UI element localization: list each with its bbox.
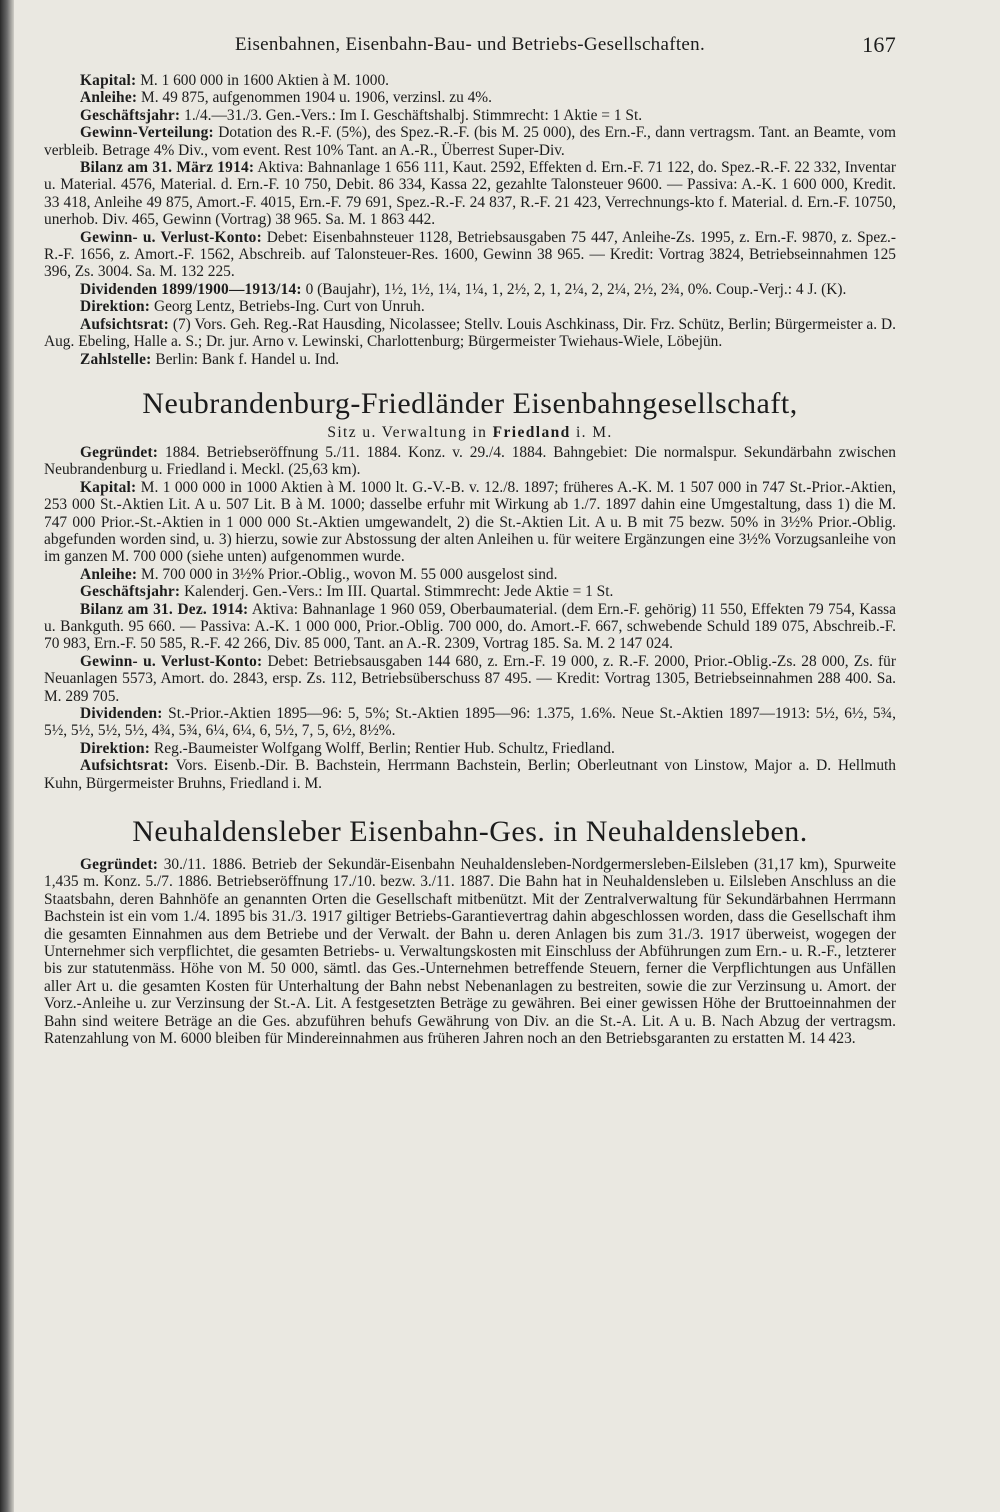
entry-kapital: Kapital: M. 1 000 000 in 1000 Aktien à M. 1000 lt. G.-V.-B. v. 12./8. 1897; früheres A.-K. M. 1 507 000 in 747 St.-Prior.-Aktien, 253 000 St.-Aktien Lit. A u. 507 Lit. B à M. 1000; dasselbe erfuhr mit Wirkung ab 1./7. 1897 dahin eine Umgestaltung, dass 1) die M. 747 000 Prior.-St.-Aktien in 1 000 000 St.-Aktien umgewandelt, 2) die St.-Aktien Lit. A u. B mit 75 bezw. 50% in 3½% Prior.-Oblig. abgefunden worden sind, u. 3) hierzu, sowie zur Abstossung der alten Anleihen u. für weitere Ergänzungen eine 3½% Vorzugsanleihe von im ganzen M. 700 000 (siehe unten) aufgenommen wurde.: [44, 478, 896, 566]
entry-zahlstelle: Zahlstelle: Berlin: Bank f. Handel u. Ind.: [80, 350, 340, 368]
entry-gewinn-verlust: Gewinn- u. Verlust-Konto: Debet: Betriebsausgaben 144 680, z. Ern.-F. 19 000, z. R.-F. 2000, Prior.-Oblig.-Zs. 28 000, Zs. für Neuanlagen 5573, Amort. do. 2843, ersp. Zs. 112, Betriebsüberschuss 87 495. — Kredit: Vortrag 1305, Betriebseinnahmen 288 400. Sa. M. 289 705.: [44, 652, 896, 705]
entry-direktion: Direktion: Georg Lentz, Betriebs-Ing. Curt von Unruh.: [80, 298, 425, 316]
entry-dividenden: Dividenden 1899/1900—1913/14: 0 (Baujahr), 1½, 1½, 1¼, 1¼, 1, 2½, 2, 1, 2¼, 2, 2¼, 2½, 2¾, 0%. Coup.-Verj.: 4 J. (K).: [80, 280, 847, 298]
entry-kapital: Kapital: M. 1 600 000 in 1600 Aktien à M. 1000.: [80, 72, 389, 89]
entry-bilanz: Bilanz am 31. Dez. 1914: Aktiva: Bahnanlage 1 960 059, Oberbaumaterial. (dem Ern.-F. gehörig) 11 550, Effekten 79 754, Kassa u. Bankguth. 95 660. — Passiva: A.-K. 1 000 000, Prior.-Oblig. 700 000, do. Amort.-F. 667, schwebende Schuld 189 075, Abschreib.-F. 70 983, Ern.-F. 50 585, R.-F. 42 266, Div. 85 000, Tant. an A.-R. 2309, Vortrag 185. Sa. M. 2 147 024.: [44, 600, 897, 653]
entry-aufsichtsrat: Aufsichtsrat: (7) Vors. Geh. Reg.-Rat Hausding, Nicolassee; Stellv. Louis Aschkinass, Dir. Frz. Schütz, Berlin; Bürgermeister a. D. Aug. Ebeling, Halle a. S.; Dr. jur. Arno v. Lewinski, Charlottenburg; Bürgermeister Twiehaus-Wiele, Löbejün.: [44, 315, 896, 351]
running-header: [44, 30, 896, 60]
page-number: 167: [862, 32, 896, 57]
company-title: Neuhaldensleber Eisenbahn-Ges. in Neuhaldensleben.: [132, 815, 808, 849]
entry-anleihe: Anleihe: M. 700 000 in 3½% Prior.-Oblig., wovon M. 55 000 ausgelost sind.: [80, 565, 558, 583]
company-subtitle: Sitz u. Verwaltung in Friedland i. M.: [327, 423, 613, 441]
entry-bilanz: Bilanz am 31. März 1914: Aktiva: Bahnanlage 1 656 111, Kaut. 2592, Effekten d. Ern.-F. 71 122, do. Spez.-R.-F. 22 332, Inventar u. Material. 4576, Material. d. Ern.-F. 10 750, Debit. 86 334, Kassa 22, gezahlte Talonsteuer 9600. — Passiva: A.-K. 1 600 000, Kredit. 33 418, Anleihe 49 875, Amort.-F. 4015, Ern.-F. 79 691, Spez.-R.-F. 24 837, R.-F. 21 423, Verrechnungs-kto f. Material. d. Ern.-F. 10750, unerhob. Div. 465, Gewinn (Vortrag) 38 965. Sa. M. 1 863 442.: [44, 159, 896, 229]
entry-gewinn-verlust: Gewinn- u. Verlust-Konto: Debet: Eisenbahnsteuer 1128, Betriebsausgaben 75 447, Anleihe-Zs. 1995, z. Ern.-F. 9870, z. Spez.-R.-F. 1656, z. Amort.-F. 1562, Abschreib. auf Talonsteuer-Res. 1600, Gewinn 38 965. — Kredit: Vortrag 3824, Betriebseinnahmen 125 396, Zs. 3004. Sa. M. 132 225.: [44, 228, 896, 281]
entry-dividenden: Dividenden: St.-Prior.-Aktien 1895—96: 5, 5%; St.-Aktien 1895—96: 1.375, 1.6%. Neue St.-Aktien 1897—1913: 5½, 6½, 5¾, 5½, 5½, 5½, 5½, 4¾, 5¾, 6¼, 6¼, 6, 5½, 7, 5, 6½, 8½%.: [44, 705, 896, 740]
entry-gegruendet: Gegründet: 1884. Betriebseröffnung 5./11. 1884. Konz. v. 29./4. 1884. Bahngebiet: Die normalspur. Sekundärbahn zwischen Neubrandenburg u. Friedland i. Meckl. (25,63 km).: [44, 443, 896, 479]
entry-geschaeftsjahr: Geschäftsjahr: Kalenderj. Gen.-Vers.: Im III. Quartal. Stimmrecht: Jede Aktie = 1 St.: [80, 583, 614, 601]
entry-aufsichtsrat: Aufsichtsrat: Vors. Eisenb.-Dir. B. Bachstein, Herrmann Bachstein, Berlin; Oberleutnant von Linstow, Major a. D. Hellmuth Kuhn, Bürgermeister Bruhns, Friedland i. M.: [44, 757, 896, 792]
entry-geschaeftsjahr: Geschäftsjahr: 1./4.—31./3. Gen.-Vers.: Im I. Geschäftshalbj. Stimmrecht: 1 Aktie = 1 St.: [80, 106, 643, 124]
scan-edge-shadow: [0, 0, 14, 1512]
header-title: Eisenbahnen, Eisenbahn-Bau- und Betriebs-Gesellschaften.: [234, 34, 706, 55]
company-entry-3: [44, 814, 896, 1047]
entry-anleihe: Anleihe: M. 49 875, aufgenommen 1904 u. 1906, verzinsl. zu 4%.: [80, 89, 492, 107]
company-entry-1: [44, 72, 896, 368]
entry-direktion: Direktion: Reg.-Baumeister Wolfgang Wolff, Berlin; Rentier Hub. Schultz, Friedland.: [80, 739, 615, 757]
entry-gegruendet: Gegründet: 30./11. 1886. Betrieb der Sekundär-Eisenbahn Neuhaldensleben-Nordgermersleben-Eilsleben (31,17 km), Spurweite 1,435 m. Konz. 5./7. 1886. Betriebseröffnung 17./10. bezw. 3./11. 1887. Die Bahn hat in Neuhaldensleben u. Eilsleben Anschluss an die Staatsbahn, deren Bahnhöfe an genannten Orten die Gesellschaft mitbenützt. Mit der Zentralverwaltung für Sekundärbahnen Herrmann Bachstein ist ein vom 1./4. 1895 bis 31./3. 1917 giltiger Betriebs-Garantievertrag dahin abgeschlossen worden, dass die Gesellschaft ihm die gesamten Einnahmen aus dem Betriebe und der Verwalt. der Bahn u. deren Anlagen bis zum 31./3. 1917 überweist, wogegen der Unternehmer sich verpflichtet, die gesamten Betriebs- u. Verwaltungskosten mit Einschluss der Abführungen zum Ern.- u. R.-F., letzterer bis zur statutenmäss. Höhe von M. 50 000, sämtl. das Ges.-Unternehmen betreffende Steuern, ferner die Verpflichtungen aus Unfällen aller Art u. die gesamten Kosten für Unterhaltung der Bahn nebst Nebenanlagen zu bestreiten, sowie die zur Verzinsung u. Amort. der Vorz.-Anleihe u. zur Verzinsung der St.-A. Lit. A festgesetzten Beträge zu gewähren. Bei einer gewissen Höhe der Bruttoeinnahmen der Bahn sind weitere Beträge an die Ges. abzuführen behufs Gewährung von Div. an die St.-A. Lit. A u. B. Nach Abzug der vertragsm. Ratenzahlung von M. 6000 bleiben für Mindereinnahmen aus früheren Jahren noch an den Betriebsgaranten zu erstatten M. 14 423.: [44, 856, 896, 1048]
company-title: Neubrandenburg-Friedländer Eisenbahngesellschaft,: [142, 386, 798, 420]
company-entry-2: [44, 386, 896, 792]
entry-gewinn-verteilung: Gewinn-Verteilung: Dotation des R.-F. (5%), des Spez.-R.-F. (bis M. 25 000), des Ern.-F., dann vertragsm. Tant. an Beamte, vom verbleib. Betrage 4% Div., vom event. Rest 10% Tant. an A.-R., Überrest Super-Div.: [44, 124, 896, 159]
document-page: [44, 30, 896, 1048]
